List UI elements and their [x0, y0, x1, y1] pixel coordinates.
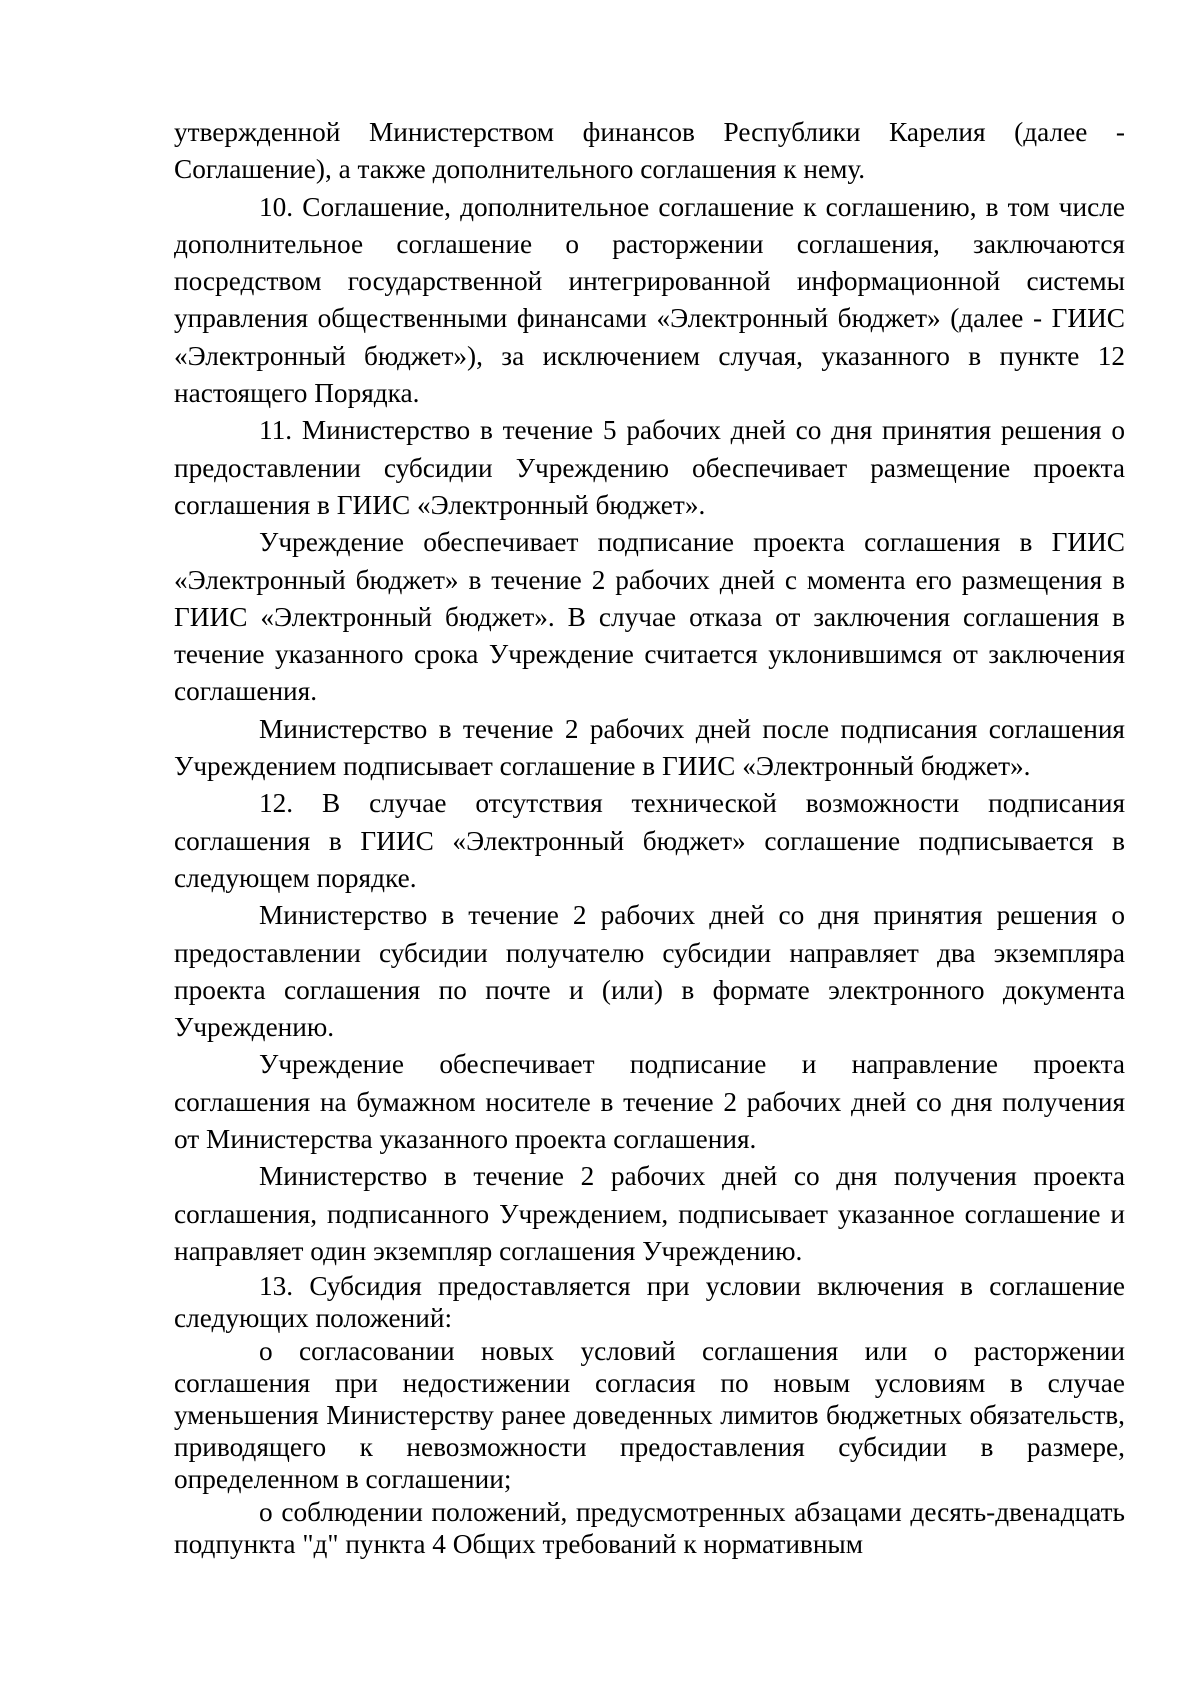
- paragraph-item-13-condition-b: о соблюдении положений, предусмотренных абзацами десять-двенадцать подпункта "д" пункта 4 Общих требований к нормативным: [174, 1496, 1125, 1559]
- paragraph-item-12: 12. В случае отсутствия технической возможности подписания соглашения в ГИИС «Электронный бюджет» соглашение подписывается в следующем порядке.: [174, 788, 1125, 893]
- paragraph-item-13: 13. Субсидия предоставляется при условии включения в соглашение следующих положений:: [174, 1271, 1125, 1334]
- paragraph-intro-continuation: утвержденной Министерством финансов Республики Карелия (далее - Соглашение), а также дополнительного соглашения к нему.: [174, 117, 1125, 185]
- paragraph-item-13-condition-a: о согласовании новых условий соглашения или о расторжении соглашения при недостижении согласия по новым условиям в случае уменьшения Министерству ранее доведенных лимитов бюджетных обязательств, приводящего к невозможности предоставления субсидии в размере, определенном в соглашении;: [174, 1335, 1125, 1495]
- paragraph-item-11-institution-signing: Учреждение обеспечивает подписание проекта соглашения в ГИИС «Электронный бюджет» в течение 2 рабочих дней с момента его размещения в ГИИС «Электронный бюджет». В случае отказа от заключения соглашения в течение указанного срока Учреждение считается уклонившимся от заключения соглашения.: [174, 527, 1125, 707]
- document-body: [174, 114, 1125, 1560]
- paragraph-item-12-ministry-sending: Министерство в течение 2 рабочих дней со дня принятия решения о предоставлении субсидии получателю субсидии направляет два экземпляра проекта соглашения по почте и (или) в формате электронного документа Учреждению.: [174, 900, 1125, 1043]
- paragraph-item-10: 10. Соглашение, дополнительное соглашение к соглашению, в том числе дополнительное соглашение о расторжении соглашения, заключаются посредством государственной интегрированной информационной системы управления общественными финансами «Электронный бюджет» (далее - ГИИС «Электронный бюджет»), за исключением случая, указанного в пункте 12 настоящего Порядка.: [174, 191, 1125, 409]
- paragraph-item-11-ministry-signing: Министерство в течение 2 рабочих дней после подписания соглашения Учреждением подписывает соглашение в ГИИС «Электронный бюджет».: [174, 713, 1125, 782]
- paragraph-item-12-institution-signing: Учреждение обеспечивает подписание и направление проекта соглашения на бумажном носителе в течение 2 рабочих дней со дня получения от Министерства указанного проекта соглашения.: [174, 1049, 1125, 1155]
- paragraph-item-12-ministry-final: Министерство в течение 2 рабочих дней со дня получения проекта соглашения, подписанного Учреждением, подписывает указанное соглашение и направляет один экземпляр соглашения Учреждению.: [174, 1161, 1125, 1266]
- paragraph-item-11: 11. Министерство в течение 5 рабочих дней со дня принятия решения о предоставлении субсидии Учреждению обеспечивает размещение проекта соглашения в ГИИС «Электронный бюджет».: [174, 415, 1125, 520]
